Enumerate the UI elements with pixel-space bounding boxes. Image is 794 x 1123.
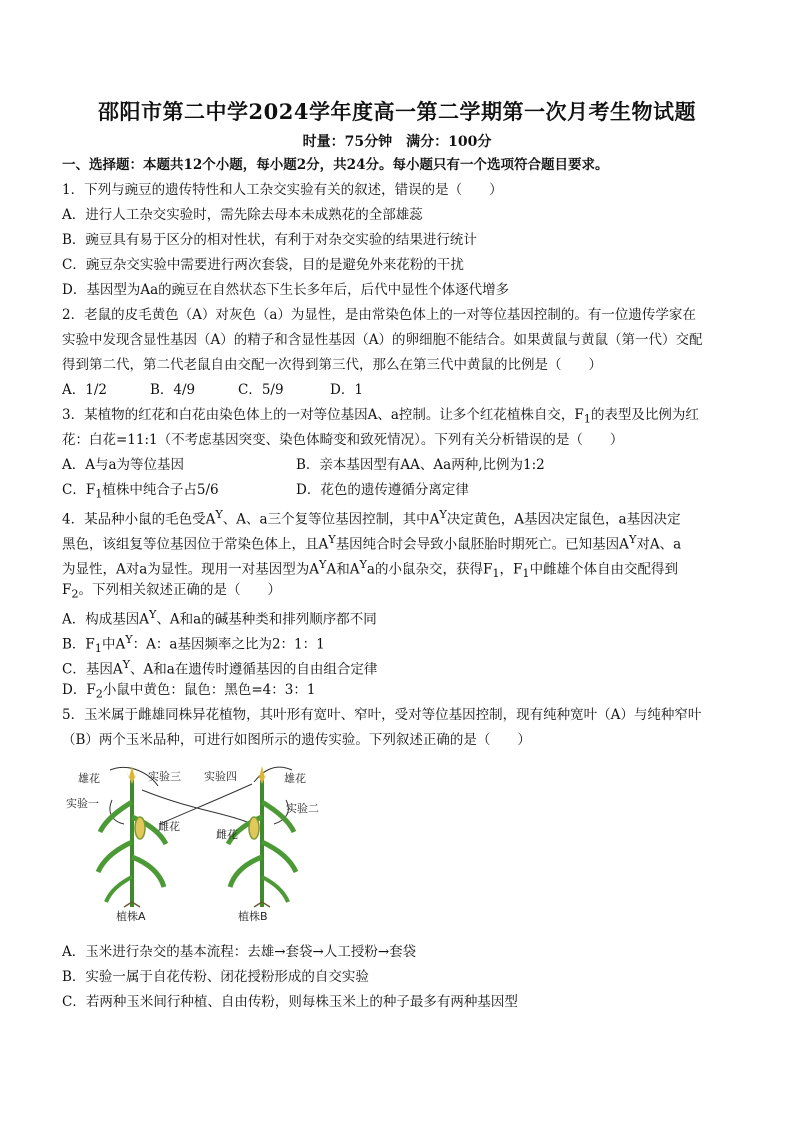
section-heading: 一、选择题：本题共12个小题，每小题2分，共24分。每小题只有一个选项符合题目要求。 — [62, 157, 609, 173]
q3-text: C．F — [62, 482, 96, 498]
q4-text: 中雌雄个体自由交配得到 — [529, 561, 679, 578]
q4-option-c — [62, 656, 742, 679]
exam-title: 邵阳市第二中学2024学年度高一第二学期第一次月考生物试题 — [98, 99, 696, 124]
q1-stem: 1．下列与豌豆的遗传特性和人工杂交实验有关的叙述，错误的是（ ） — [62, 182, 503, 198]
corn-plant-a-icon — [98, 766, 166, 907]
subscript: 2 — [95, 687, 103, 701]
q3-stem-line1 — [62, 406, 742, 429]
q4-text: 4．某品种小鼠的毛色受A — [62, 511, 216, 528]
q2-option-d: D．1 — [330, 382, 363, 398]
subscript: 1 — [583, 412, 591, 426]
q3-text: 的表型及比例为红 — [590, 407, 699, 423]
label-plant-a: 植株A — [116, 910, 146, 922]
q4-text: A和A — [326, 561, 360, 578]
q4-option-d — [62, 681, 742, 704]
q2-option-c: C．5/9 — [238, 382, 284, 398]
subscript: 2 — [71, 587, 79, 601]
q5-stem-line2: （B）两个玉米品种，可进行如图所示的遗传实验。下列叙述正确的是（ ） — [62, 732, 531, 748]
q4-text: 。下列相关叙述正确的是（ ） — [78, 582, 282, 598]
arrow-path — [160, 784, 252, 824]
q4-text: A．构成基因A — [62, 611, 149, 628]
q4-text: 为显性，A对a为显性。现用一对基因型为A — [62, 561, 320, 578]
q2-option-a: A．1/2 — [62, 382, 107, 398]
subscript: 1 — [94, 642, 102, 656]
q4-option-a — [62, 606, 742, 629]
superscript: Y — [359, 558, 367, 571]
q4-text: ：A：a基因频率之比为2：1：1 — [132, 636, 325, 653]
q2-stem-line3: 得到第二代，第二代老鼠自由交配一次得到第三代，那么在第三代中黄鼠的比例是（ ） — [62, 357, 602, 373]
q4-option-b — [62, 631, 742, 658]
q3-option-c — [62, 481, 296, 504]
q3-option-b: B．亲本基因型有AA、Aa两种,比例为1:2 — [296, 457, 545, 473]
subscript: 1 — [522, 567, 530, 581]
q4-stem-line2 — [62, 531, 742, 554]
q3-stem-line2: 花：白花=11:1（不考虑基因突变、染色体畸变和致死情况）。下列有关分析错误的是（ ） — [62, 432, 624, 448]
q4-text: ，F — [499, 561, 523, 578]
q4-stem-line4 — [62, 581, 742, 604]
q4-text: 中A — [101, 636, 126, 653]
q4-text: F — [62, 582, 72, 598]
q1-option-d: D．基因型为Aa的豌豆在自然状态下生长多年后，后代中显性个体逐代增多 — [62, 282, 510, 298]
label-female-left: 雌花 — [158, 820, 180, 833]
superscript: Y — [125, 633, 133, 646]
q2-options — [62, 381, 742, 399]
superscript: Y — [439, 508, 447, 521]
arrow-path — [142, 790, 247, 822]
q5-option-b: B．实验一属于自花传粉、闭花授粉形成的自交实验 — [62, 969, 369, 985]
corn-plant-b-icon — [228, 766, 296, 907]
q4-text: 、A、a三个复等位基因控制，其中A — [222, 511, 440, 528]
q3-options-cd — [62, 481, 742, 504]
label-male-left: 雄花 — [78, 772, 100, 785]
q2-stem-line2: 实验中发现含显性基因（A）的精子和含显性基因（A）的卵细胞不能结合。如果黄鼠与黄鼠（第一代）交配 — [62, 332, 703, 348]
q3-option-a: A．A与a为等位基因 — [62, 457, 185, 473]
label-exp2: 实验二 — [286, 802, 319, 815]
superscript: Y — [319, 558, 327, 571]
q4-text: C．基因A — [62, 661, 123, 678]
q4-text: 基因纯合时会导致小鼠胚胎时期死亡。已知基因A — [335, 536, 629, 553]
q4-text: a的小鼠杂交，获得F — [366, 561, 493, 578]
q4-text: 小鼠中黄色：鼠色：黑色=4：3：1 — [102, 682, 316, 698]
q5-option-c: C．若两种玉米间行种植、自由传粉，则每株玉米上的种子最多有两种基因型 — [62, 994, 518, 1010]
q4-stem-line3 — [62, 556, 742, 583]
label-plant-b: 植株B — [238, 910, 268, 922]
q3-text: 植株中纯合子占5/6 — [102, 482, 219, 498]
superscript: Y — [122, 658, 131, 671]
superscript: Y — [149, 608, 157, 621]
label-female-right: 雌花 — [216, 828, 238, 841]
superscript: Y — [215, 508, 223, 521]
exam-subtitle: 时量：75分钟 满分：100分 — [302, 134, 492, 150]
q4-text: 、A和a在遗传时遵循基因的自由组合定律 — [130, 661, 378, 678]
corn-experiment-figure — [62, 762, 332, 922]
q1-option-b: B．豌豆具有易于区分的相对性状，有利于对杂交实验的结果进行统计 — [62, 232, 477, 248]
q4-stem-line1 — [62, 506, 742, 529]
q4-text: 对A、a — [636, 536, 682, 553]
label-exp1: 实验一 — [66, 797, 99, 810]
q3-options-ab — [62, 456, 742, 474]
subscript: 1 — [492, 567, 500, 581]
superscript: Y — [328, 533, 336, 546]
q2-option-b: B．4/9 — [150, 382, 196, 398]
q3-text: 3．某植物的红花和白花由染色体上的一对等位基因A、a控制。让多个红花植株自交，F — [62, 407, 584, 423]
subscript: 1 — [95, 487, 103, 501]
q3-option-d: D．花色的遗传遵循分离定律 — [296, 482, 469, 498]
q2-stem-line1: 2．老鼠的皮毛黄色（A）对灰色（a）为显性，是由常染色体上的一对等位基因控制的。有一位遗传学家在 — [62, 307, 696, 323]
label-male-right: 雄花 — [284, 772, 306, 785]
q4-text: D．F — [62, 682, 96, 698]
label-exp4: 实验四 — [204, 770, 237, 783]
q4-text: 、A和a的碱基种类和排列顺序都不同 — [156, 611, 377, 628]
q4-text: 黑色，该组复等位基因位于常染色体上，且A — [62, 536, 329, 553]
q4-text: B．F — [62, 636, 95, 653]
q5-stem-line1: 5．玉米属于雌雄同株异花植物，其叶形有宽叶、窄叶，受对等位基因控制，现有纯种宽叶（A）与纯种窄叶 — [62, 707, 702, 723]
label-exp3: 实验三 — [148, 770, 181, 783]
q1-option-a: A．进行人工杂交实验时，需先除去母本未成熟花的全部雄蕊 — [62, 207, 423, 223]
q5-option-a: A．玉米进行杂交的基本流程：去雄→套袋→人工授粉→套袋 — [62, 944, 417, 960]
q4-text: 决定黄色，A基因决定鼠色，a基因决定 — [446, 511, 681, 528]
superscript: Y — [628, 533, 637, 546]
q1-option-c: C．豌豆杂交实验中需要进行两次套袋，目的是避免外来花粉的干扰 — [62, 257, 464, 273]
